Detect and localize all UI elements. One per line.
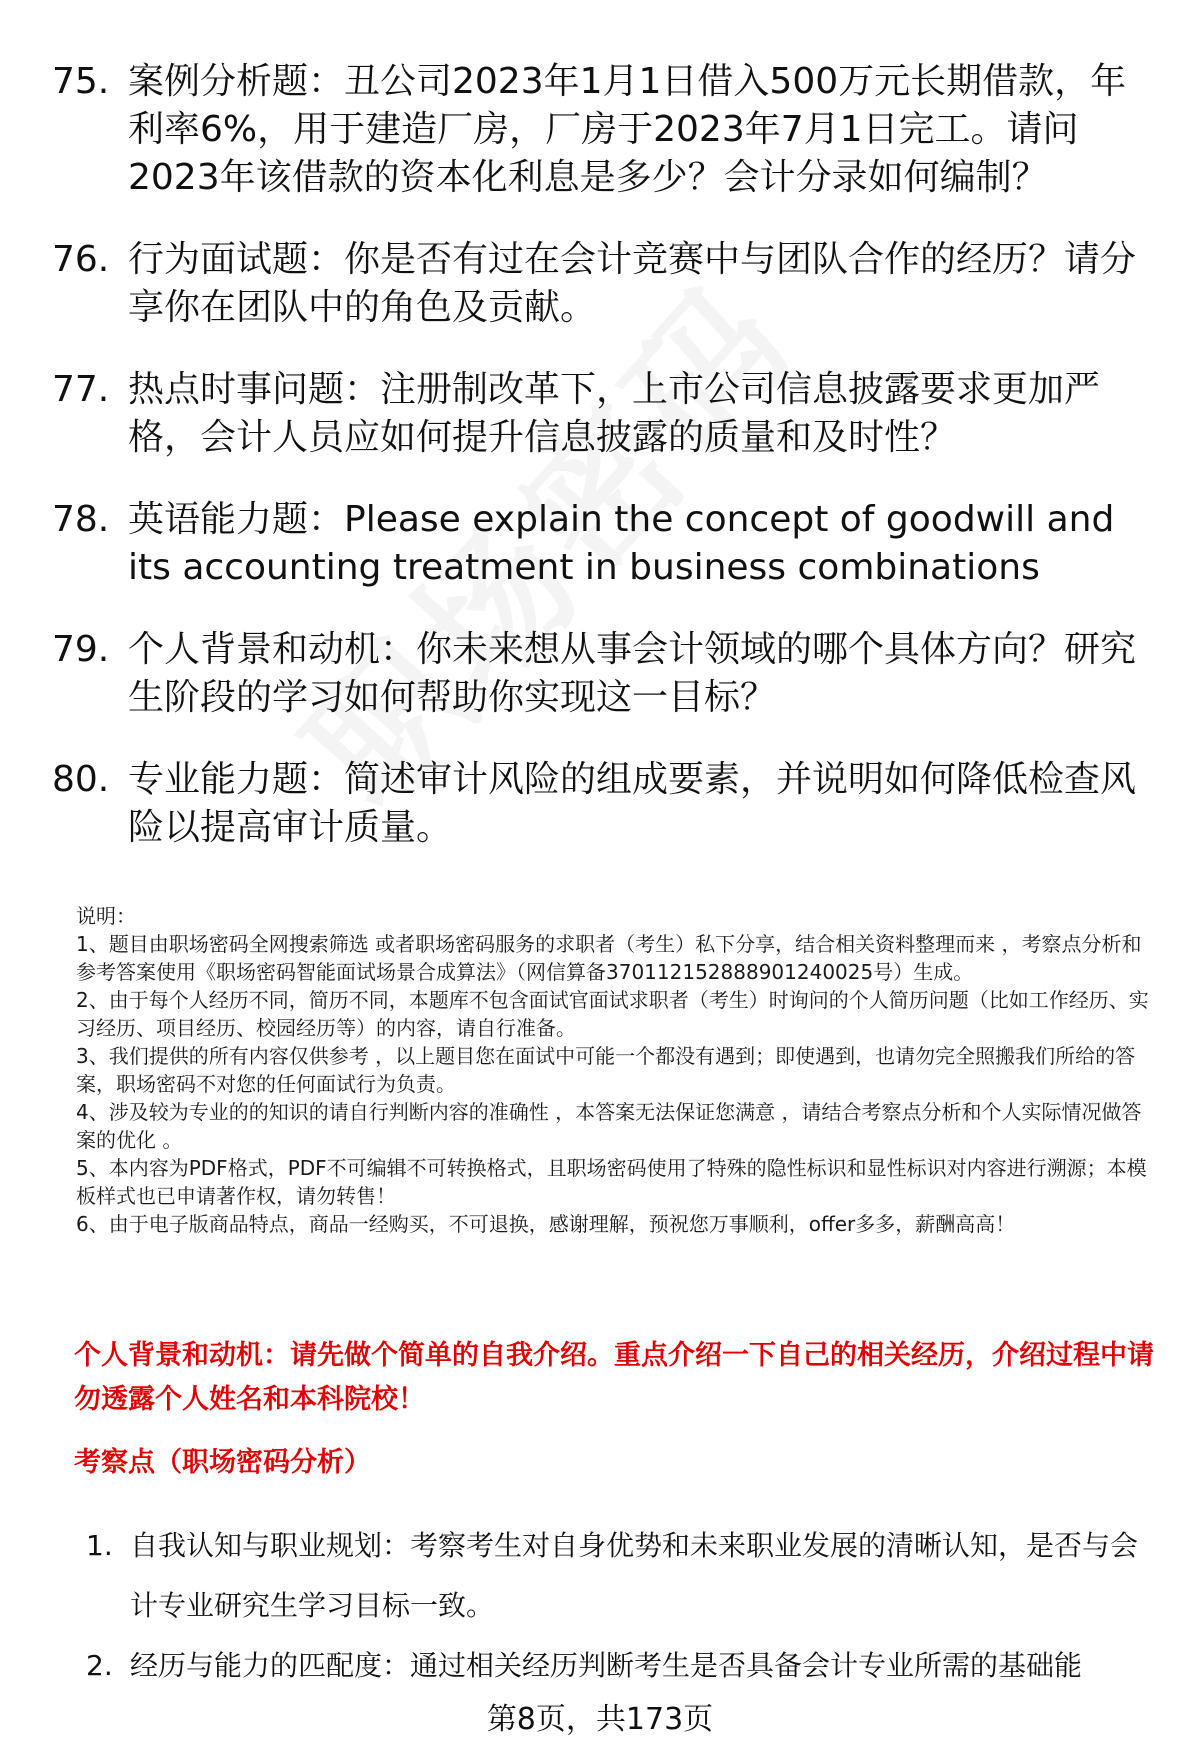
- question-text: 案例分析题：丑公司2023年1月1日借入500万元长期借款，年利率6%，用于建造厂房，厂房于2023年7月1日完工。请问2023年该借款的资本化利息是多少？会计分录如何编制？: [128, 61, 1127, 198]
- analysis-point: [86, 1636, 1156, 1696]
- question-list: [52, 58, 1162, 886]
- question-item: [52, 366, 1162, 462]
- question-item: [52, 236, 1162, 332]
- question-item: [52, 496, 1162, 592]
- page-footer: 第8页，共173页: [486, 1702, 714, 1737]
- section-title: 考察点（职场密码分析）: [74, 1447, 371, 1478]
- point-number: 2.: [86, 1649, 113, 1682]
- note-item: 3、我们提供的所有内容仅供参考 ，以上题目您在面试中可能一个都没有遇到；即使遇到，也请勿完全照搬我们所给的答案，职场密码不对您的任何面试行为负责。: [76, 1044, 1136, 1096]
- analysis-point: [86, 1516, 1156, 1636]
- question-number: 79.: [52, 629, 110, 670]
- point-text: 自我认知与职业规划：考察考生对自身优势和未来职业发展的清晰认知，是否与会计专业研究生学习目标一致。: [130, 1529, 1139, 1622]
- question-item: [52, 756, 1162, 852]
- question-text: 行为面试题：你是否有过在会计竞赛中与团队合作的经历？请分享你在团队中的角色及贡献。: [128, 239, 1137, 328]
- note-item: 4、涉及较为专业的的知识的请自行判断内容的准确性 ，本答案无法保证您满意 ，请结合考察点分析和个人实际情况做答案的优化 。: [76, 1100, 1142, 1152]
- question-text: 英语能力题：Please explain the concept of goodwill and its accounting treatment in business combinations: [128, 499, 1115, 588]
- question-number: 78.: [52, 499, 110, 540]
- question-number: 76.: [52, 239, 110, 280]
- highlight-question: 个人背景和动机：请先做个简单的自我介绍。重点介绍一下自己的相关经历，介绍过程中请勿透露个人姓名和本科院校！: [74, 1340, 1154, 1415]
- question-text: 专业能力题：简述审计风险的组成要素，并说明如何降低检查风险以提高审计质量。: [128, 759, 1137, 848]
- question-number: 80.: [52, 759, 110, 800]
- question-text: 热点时事问题：注册制改革下，上市公司信息披露要求更加严格，会计人员应如何提升信息披露的质量和及时性？: [128, 369, 1101, 458]
- question-item: [52, 58, 1162, 202]
- analysis-points: [86, 1516, 1156, 1696]
- question-text: 个人背景和动机：你未来想从事会计领域的哪个具体方向？研究生阶段的学习如何帮助你实现这一目标？: [128, 629, 1137, 718]
- note-item: 1、题目由职场密码全网搜索筛选 或者职场密码服务的求职者（考生）私下分享，结合相关资料整理而来 ，考察点分析和参考答案使用《职场密码智能面试场景合成算法》（网信算备370112152888901240025号）生成。: [76, 932, 1142, 984]
- question-number: 75.: [52, 61, 110, 102]
- point-text: 经历与能力的匹配度：通过相关经历判断考生是否具备会计专业所需的基础能: [130, 1649, 1083, 1682]
- note-item: 6、由于电子版商品特点，商品一经购买，不可退换，感谢理解，预祝您万事顺利，offer多多，薪酬高高！: [76, 1212, 1016, 1236]
- point-number: 1.: [86, 1529, 113, 1562]
- disclaimer-notes: [76, 902, 1156, 1238]
- note-item: 5、本内容为PDF格式，PDF不可编辑不可转换格式，且职场密码使用了特殊的隐性标识和显性标识对内容进行溯源；本模板样式也已申请著作权，请勿转售！: [76, 1156, 1147, 1208]
- notes-title: 说明：: [76, 904, 136, 928]
- note-item: 2、由于每个人经历不同，简历不同，本题库不包含面试官面试求职者（考生）时询问的个人简历问题（比如工作经历、实习经历、项目经历、校园经历等）的内容，请自行准备。: [76, 988, 1149, 1040]
- question-item: [52, 626, 1162, 722]
- question-number: 77.: [52, 369, 110, 410]
